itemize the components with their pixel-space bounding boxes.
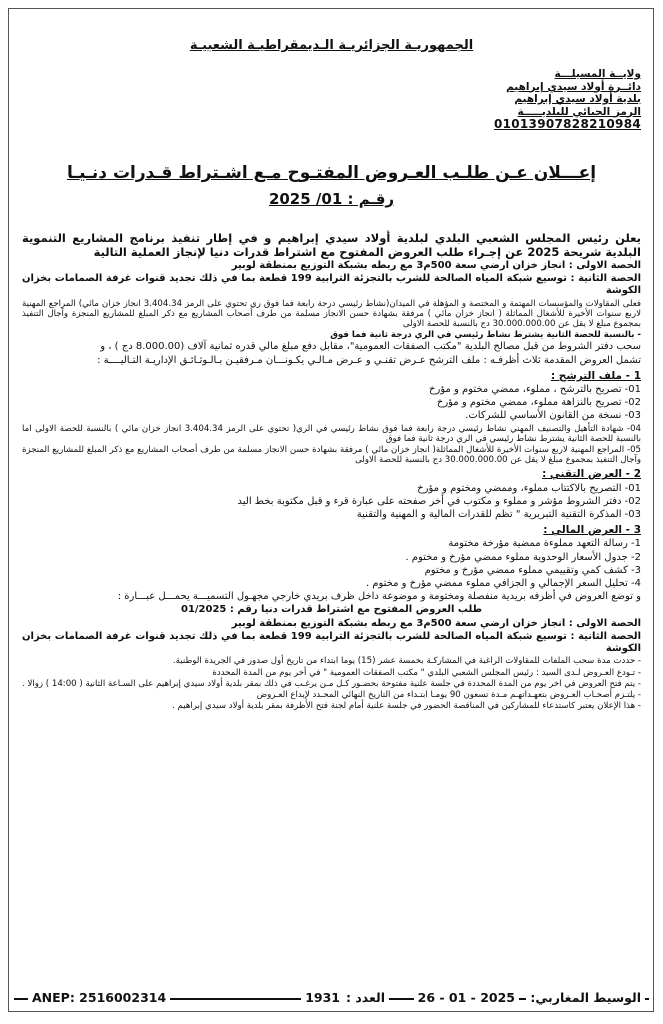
section-1-item: 01- تصريح بالترشح ، مملوء، ممضي مختوم و مؤرخ: [429, 384, 641, 396]
section-3-item: 2- جدول الأسعار الوحدوية مملوء ممضي مؤرخ و مختوم .: [405, 551, 641, 563]
footer-anep: ANEP: 2516002314: [28, 990, 170, 1005]
notice-body: [22, 231, 641, 712]
envelope-paragraph: و توضع العروض في أظرفه بريدية منفصلة ومختومة و موضوعة داخل ظرف بريدي خارجي مجهـول التسميـــة يحمـــل عبـــارة :: [117, 591, 641, 603]
intro-paragraph: يعلن رئيس المجلس الشعبي البلدي لبلدية أولاد سيدي إبراهيم و في إطار تنفيذ برنامج المشاريع التنموية البلدية شريحة 2025 عن إجـراء طلب العروض المفتوح مع اشتراط قدرات دنيا لإنجاز العملية التالية: [22, 231, 641, 259]
footer-issue-label: العدد :: [342, 990, 389, 1005]
closing-line: - هذا الإعلان يعتبر كاستدعاء للمشاركين في المناقصة الحضور في جلسة علنية أمام لجنة فتح الأظرفة بمقر بلدية أولاد سيدي إبراهيم .: [172, 701, 641, 712]
notice-title: إعـــلان عـن طلـب العـروض المفتـوح مـع اشـتراط قـدرات دنـيـا: [66, 163, 597, 183]
tax-label: الرمز الجبائي للبلديـــــة: [517, 105, 641, 118]
section-1-item: 04- شهادة التأهيل والتصنيف المهني نشاط رئيسي درجة رابعة فما فوق نشاط رئيسي في الري( تحتوي على الرمز 3.404.34 انجاز خزان مائي ) بالنسبة للحصة الاولى اما بالنسبة للحصة الثانية يشترط نشاط رئيسي في الري درجة ثانية فما فوق: [22, 423, 641, 444]
lot-2: [22, 273, 641, 297]
section-1-item: 02- تصريح بالنزاهة مملوء، ممضي مختوم و مؤرخ: [436, 397, 641, 409]
withdrawal-paragraph: سحب دفتر الشروط من قبل مصالح البلدية "مكتب الصفقات العمومية"، مقابل دفع مبلغ مالي قدره ثمانية آلاف (8.000.00 دج ) ، و: [100, 341, 641, 353]
closing-line: - يلتـزم أصحـاب العـروض بتعهـداتهـم مـدة تسعون 90 يومـا ابتـداء من التاريخ النهائي المحـدد لإيداع العـروض: [256, 689, 641, 700]
tax-code: 01013907828210984: [493, 117, 641, 131]
section-2-item: 03- المذكرة التقنية التبريرية " تظم للقدرات المالية و المهنية والتقنية: [356, 509, 641, 521]
section-2-item: 02- دفتر الشروط مؤشر و مملوء و مكتوب في أخر صفحته على عبارة قرء و قبل مكتوبة بخط اليد: [237, 495, 641, 507]
envelopes-paragraph: تشمل العروض المقدمة ثلاث أظرفـه : ملف الترشح عـرض تقنـي و عـرض مـالـي يكـونـــان مـرفقيـن بـالـوثـائـق الإداريـة التـاليــــة :: [97, 354, 641, 366]
newspaper-footer: [14, 990, 649, 1008]
section-2-heading: 2 - العرض التقني :: [542, 468, 641, 481]
footer-issue: 1931: [301, 990, 344, 1005]
lot-2-text: توسيع شبكة المياه الصالحة للشرب بالتجزئة الترابية 199 قطعة بما في ذلك تجديد قنوات غرفة الصمامات بخزان الكوشة: [22, 273, 641, 297]
lot-1-repeat-text: انجاز خزان ارضي سعة 500م3 مع ربطه بشبكة التوزيع بمنطقة لوبير: [231, 617, 566, 629]
lot-2-label: الحصة الثانية :: [570, 273, 641, 285]
administration-block: [471, 68, 641, 131]
section-2-item: 01- التصريح بالاكتتاب مملوء، وممضي ومختوم و مؤرخ: [417, 482, 641, 494]
notice-reference: رقـم : 01/ 2025: [268, 190, 395, 208]
lot-1-label: الحصة الاولى :: [568, 260, 641, 271]
lot-1: [22, 260, 641, 272]
envelope-label: طلب العروض المفتوح مع اشتراط قدرات دنيا رقم : 01/2025: [180, 604, 482, 616]
lot-1-repeat: [22, 618, 641, 630]
lot-2-repeat-text: توسيع شبكة المياه الصالحة للشرب بالتجزئة الترابية 199 قطعة بما في ذلك تجديد قنوات غرفة الصمامات بخزان الكوشة: [22, 630, 641, 655]
eligibility-lot2: - بالنسبة للحصة الثانية يشترط نشاط رئيسي في الري درجة ثانية فما فوق: [330, 330, 641, 341]
daira-line: دائــرة أولاد سيدي إبراهيم: [506, 80, 641, 93]
eligibility-paragraph: فعلى المقاولات والمؤسسات المهتمة و المختصة و المؤهلة في الميدان(نشاط رئيسي درجة رابعة فما فوق ري تحتوي على الرمز 3.404.34 انجاز خزان مائي) المراجع المهنية لاربع سنوات الأخيرة للأشغال المماثلة ( انجاز خزان مائي ) مرفقة بشهادة حسن الانجاز مسلمة من طرف أصحاب المشاريع مع ذكر المبلغ للمشاريع المنجزة وآجال التنفيذ بمجموع مبلغ لا يقل عن 30.000.000.00 دج بالنسبة للحصة الاولى: [22, 298, 641, 330]
section-1-heading: 1 - ملف الترشح :: [550, 369, 641, 382]
closing-line: - حددت مدة سحب الملفات للمقاولات الراغبة في المشاركـة بخمسة عشر (15) يوما ابتداء من تاريخ أول صدور في الجريدة الوطنية.: [172, 656, 641, 667]
section-1-item: 05- المراجع المهنية لاربع سنوات الأخيرة للأشغال المماثلة( انجاز خزان مائي ) مرفقة بشهادة حسن الانجاز مسلمة من طرف أصحاب المشاريع مع ذكر المبلغ للمشاريع المنجزة وآجال التنفيذ بمجموع مبلغ لا يقل عن 30.000.000.00 دج بالنسبة للحصة الاولى: [22, 445, 641, 466]
wilaya-line: ولايــة المسيلـــة: [554, 68, 641, 80]
section-3-heading: 3 - العرض المالي :: [543, 524, 641, 537]
footer-newspaper: الوسيط المغاربي:: [526, 990, 645, 1005]
commune-line: بلدية أولاد سيدي إبراهيم: [514, 93, 641, 105]
closing-line: - تـودع العـروض لـدى السيد : رئيس المجلس الشعبي البلدي " مكتب الصفقات العمومية " في أخر يوم من المدة المحددة: [212, 667, 641, 678]
republic-header: الجمهوريـة الجزائريـة الـديمقراطيـة الشعبيـة: [189, 38, 474, 53]
lot-1-text: انجاز خزان ارضي سعة 500م3 مع ربطه بشبكة التوزيع بمنطقة لوبير: [231, 260, 566, 271]
closing-line: - يتم فتح العروض في اخر يوم من المدة المحددة في جلسة علنية مفتوحة بحضـور كـل مـن يرغـب في ذلك بمقر بلدية أولاد سيدي إبراهيم على السـاعة الثانية ( 14:00 ) زوالا .: [21, 678, 641, 689]
lot-1-repeat-label: الحصة الاولى :: [568, 617, 641, 629]
lot-2-repeat: [22, 631, 641, 655]
section-1-item: 03- نسخة من القانون الأساسي للشركات.: [465, 410, 641, 422]
lot-2-repeat-label: الحصة الثانية :: [570, 630, 641, 642]
section-3-item: 3- كشف كمي وتقييمي مملوء ممضي مؤرخ و مختوم: [424, 564, 641, 576]
section-3-item: 4- تحليل السعر الإجمالي و الجزافي مملوء ممضي مؤرخ و مختوم .: [365, 578, 641, 590]
section-3-item: 1- رسالة التعهد مملوءة ممضية مؤرخة مختومة: [448, 538, 641, 550]
footer-date: 26 - 01 - 2025: [414, 990, 519, 1005]
